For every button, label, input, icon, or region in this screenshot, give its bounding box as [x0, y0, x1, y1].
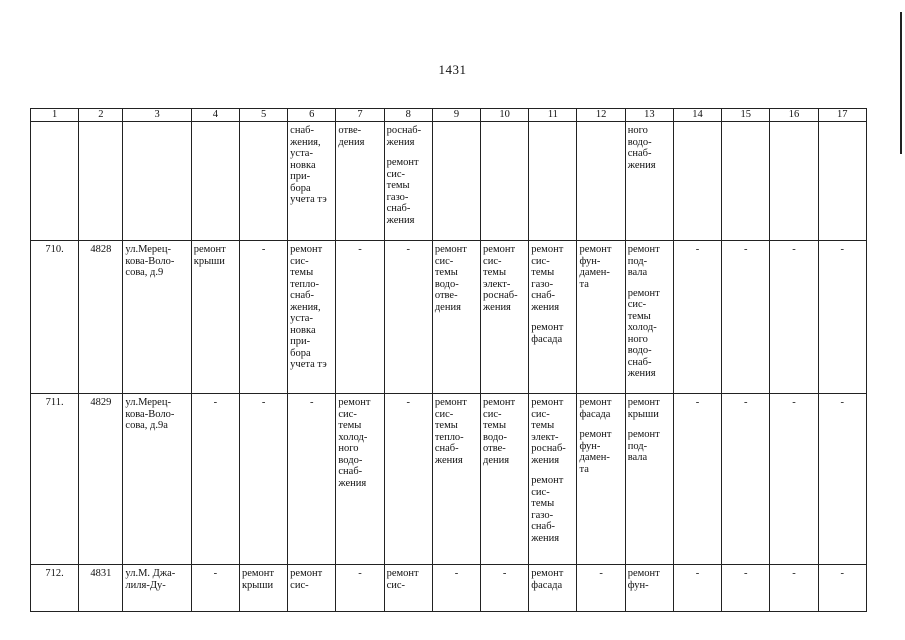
repair-work-entry: -	[261, 397, 266, 408]
repair-work-entry: -	[744, 397, 748, 408]
repair-work-entry: -	[213, 397, 218, 408]
repair-work-entry: -	[792, 244, 796, 255]
column-number: 8	[384, 109, 432, 122]
repair-work-entry: -	[599, 568, 603, 579]
table-row	[31, 394, 867, 565]
building-code: 4831	[90, 568, 112, 579]
repair-work-entry: -	[792, 397, 796, 408]
column-number-row	[31, 109, 867, 122]
column-number: 12	[577, 109, 625, 122]
repair-work-entry: ремонт сис- темы холод- ного водо- снаб- жения	[338, 397, 371, 489]
repair-work-entry: ремонт сис- темы элект- роснаб- жения	[483, 244, 518, 313]
repair-work-entry: ремонт сис- темы тепло- снаб- жения	[434, 397, 467, 466]
column-number: 3	[123, 109, 191, 122]
table-cell	[31, 122, 79, 241]
scan-edge-mark	[900, 12, 902, 154]
table-cell	[123, 565, 191, 612]
table-cell	[79, 241, 123, 394]
repair-work-entry: -	[310, 397, 314, 408]
repair-work-entry: -	[695, 397, 700, 408]
repair-work-entry: роснаб- жения	[386, 125, 422, 148]
repair-work-entry: -	[695, 568, 700, 579]
repair-work-entry: ремонт сис- темы газо- снаб- жения	[531, 475, 564, 544]
repair-work-entry: -	[840, 244, 845, 255]
repair-work-entry: ремонт фасада	[579, 397, 612, 420]
table-cell	[79, 122, 123, 241]
repair-work-entry: ремонт сис- темы водо- отве- дения	[434, 244, 467, 313]
table-cell	[625, 565, 673, 612]
repair-work-entry: отве- дения	[338, 125, 365, 148]
table-cell	[336, 122, 384, 241]
table-cell	[818, 241, 866, 394]
table-cell	[481, 394, 529, 565]
repair-register-table	[30, 108, 867, 612]
table-cell	[722, 122, 770, 241]
column-number: 2	[79, 109, 123, 122]
table-cell	[577, 565, 625, 612]
table-cell	[288, 565, 336, 612]
repair-work-entry: ремонт сис- темы газо- снаб- жения	[386, 157, 419, 226]
table-cell	[481, 565, 529, 612]
repair-work-entry: снаб- жения, уста- новка при- бора учета тэ	[290, 125, 327, 205]
table-cell	[818, 565, 866, 612]
table-cell	[577, 241, 625, 394]
column-number: 11	[529, 109, 577, 122]
register-body	[31, 122, 867, 612]
repair-work-entry: ремонт фун-	[627, 568, 660, 591]
repair-work-entry: ремонт фун- дамен- та	[579, 244, 612, 290]
table-cell	[432, 241, 480, 394]
address: ул.Мерец- кова-Воло- сова, д.9	[125, 244, 175, 278]
repair-work-entry: ремонт фасада	[531, 322, 564, 345]
column-number: 13	[625, 109, 673, 122]
table-cell	[673, 122, 721, 241]
repair-work-entry: ремонт сис- темы водо- отве- дения	[483, 397, 516, 466]
column-number: 14	[673, 109, 721, 122]
table-cell	[722, 241, 770, 394]
table-cell	[239, 565, 287, 612]
row-number: 712.	[45, 568, 64, 579]
table-row	[31, 241, 867, 394]
table-cell	[239, 122, 287, 241]
table-cell	[123, 394, 191, 565]
repair-work-entry: ремонт сис- темы газо- снаб- жения	[531, 244, 564, 313]
table-cell	[288, 122, 336, 241]
repair-work-entry: -	[744, 568, 748, 579]
continuation-row	[31, 122, 867, 241]
repair-work-entry: -	[502, 568, 507, 579]
repair-work-entry: -	[792, 568, 796, 579]
row-number: 711.	[45, 397, 64, 408]
repair-work-entry: -	[744, 244, 748, 255]
repair-work-entry: -	[358, 568, 362, 579]
repair-work-entry: -	[406, 397, 410, 408]
repair-work-entry: ремонт фасада	[531, 568, 564, 591]
repair-work-entry: -	[840, 397, 845, 408]
page-number: 1431	[438, 62, 467, 77]
repair-work-entry: -	[695, 244, 700, 255]
repair-work-entry: ремонт фун- дамен- та	[579, 429, 612, 475]
address: ул.М. Джа- лиля-Ду-	[125, 568, 176, 591]
table-cell	[31, 394, 79, 565]
table-cell	[770, 565, 818, 612]
repair-work-entry: -	[261, 244, 266, 255]
table-cell	[818, 122, 866, 241]
table-cell	[529, 394, 577, 565]
table-cell	[673, 394, 721, 565]
table-cell	[79, 394, 123, 565]
repair-work-entry: ремонт крыши	[627, 397, 660, 420]
row-number: 710.	[45, 244, 64, 255]
table-cell	[191, 241, 239, 394]
column-number: 6	[288, 109, 336, 122]
repair-work-entry: -	[840, 568, 845, 579]
table-cell	[239, 394, 287, 565]
repair-work-entry: ремонт крыши	[241, 568, 274, 591]
table-cell	[529, 565, 577, 612]
table-cell	[288, 241, 336, 394]
repair-work-entry: -	[358, 244, 362, 255]
table-cell	[288, 394, 336, 565]
table-cell	[191, 394, 239, 565]
column-number: 10	[481, 109, 529, 122]
table-cell	[79, 565, 123, 612]
table-cell	[722, 565, 770, 612]
table-row	[31, 565, 867, 612]
table-cell	[191, 122, 239, 241]
repair-work-entry: -	[454, 568, 459, 579]
table-cell	[432, 565, 480, 612]
table-cell	[481, 122, 529, 241]
table-cell	[481, 241, 529, 394]
repair-work-entry: ремонт сис- темы тепло- снаб- жения, уста- новка при- бора учета тэ	[290, 244, 327, 370]
table-cell	[336, 394, 384, 565]
repair-work-entry: ного водо- снаб- жения	[627, 125, 656, 171]
repair-work-entry: ремонт под- вала	[627, 429, 660, 463]
repair-work-entry: ремонт сис-	[290, 568, 323, 591]
table-cell	[577, 394, 625, 565]
column-number: 5	[239, 109, 287, 122]
table-cell	[432, 394, 480, 565]
repair-work-entry: -	[213, 568, 218, 579]
table-cell	[818, 394, 866, 565]
table-cell	[123, 122, 191, 241]
repair-work-entry: ремонт сис-	[386, 568, 419, 591]
repair-work-entry: ремонт крыши	[193, 244, 226, 267]
table-cell	[336, 241, 384, 394]
column-number: 15	[722, 109, 770, 122]
column-number: 9	[432, 109, 480, 122]
table-cell	[577, 122, 625, 241]
address: ул.Мерец- кова-Воло- сова, д.9а	[125, 397, 175, 431]
table-cell	[529, 122, 577, 241]
column-number: 17	[818, 109, 866, 122]
table-cell	[239, 241, 287, 394]
table-cell	[625, 241, 673, 394]
column-number: 4	[191, 109, 239, 122]
table-cell	[625, 122, 673, 241]
column-number: 16	[770, 109, 818, 122]
building-code: 4829	[90, 397, 112, 408]
table-cell	[529, 241, 577, 394]
table-cell	[722, 394, 770, 565]
table-cell	[31, 241, 79, 394]
table-cell	[770, 122, 818, 241]
table-cell	[384, 122, 432, 241]
table-cell	[384, 241, 432, 394]
building-code: 4828	[90, 244, 112, 255]
table-cell	[336, 565, 384, 612]
table-cell	[625, 394, 673, 565]
table-cell	[673, 565, 721, 612]
table-cell	[191, 565, 239, 612]
table-cell	[770, 394, 818, 565]
repair-work-entry: -	[406, 244, 410, 255]
column-number: 1	[31, 109, 79, 122]
table-cell	[31, 565, 79, 612]
column-number: 7	[336, 109, 384, 122]
repair-work-entry: ремонт сис- темы элект- роснаб- жения	[531, 397, 566, 466]
table-cell	[673, 241, 721, 394]
repair-work-entry: ремонт сис- темы холод- ного водо- снаб- жения	[627, 287, 660, 379]
table-cell	[432, 122, 480, 241]
table-cell	[123, 241, 191, 394]
table-cell	[770, 241, 818, 394]
table-cell	[384, 394, 432, 565]
table-cell	[384, 565, 432, 612]
repair-work-entry: ремонт под- вала	[627, 244, 660, 278]
